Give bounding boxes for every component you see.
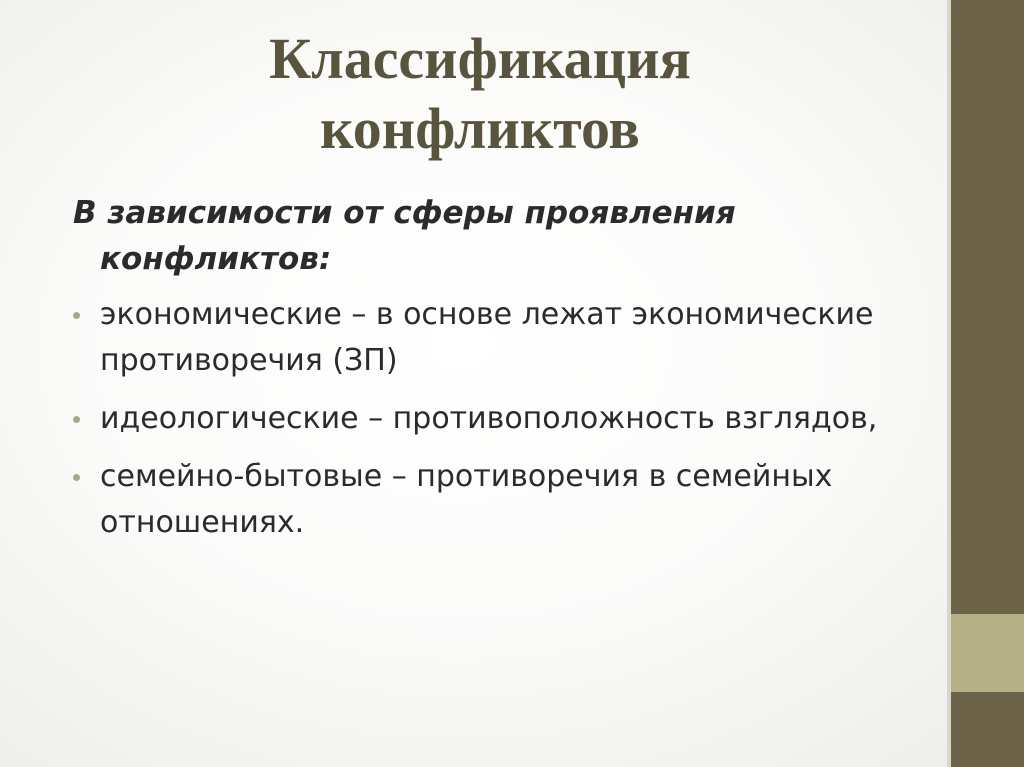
bullet-list	[73, 292, 933, 558]
list-item	[73, 396, 933, 442]
bullet-dot-icon	[73, 312, 80, 319]
bullet-dot-icon	[73, 416, 80, 423]
list-item-text: идеологические – противоположность взглядов,	[100, 401, 878, 436]
list-item-text: семейно-бытовые – противоречия в семейных отношениях.	[100, 459, 833, 540]
slide-subheading: В зависимости от сферы проявления конфликтов:	[73, 195, 736, 277]
slide-title-line2: конфликтов	[320, 96, 640, 161]
list-item	[73, 454, 933, 546]
side-accent-block	[951, 614, 1024, 692]
list-item	[73, 292, 933, 384]
slide-title	[110, 24, 850, 164]
slide-title-line1: Классификация	[269, 26, 691, 91]
list-item-text: экономические – в основе лежат экономические противоречия (ЗП)	[100, 297, 874, 378]
bullet-dot-icon	[73, 474, 80, 481]
